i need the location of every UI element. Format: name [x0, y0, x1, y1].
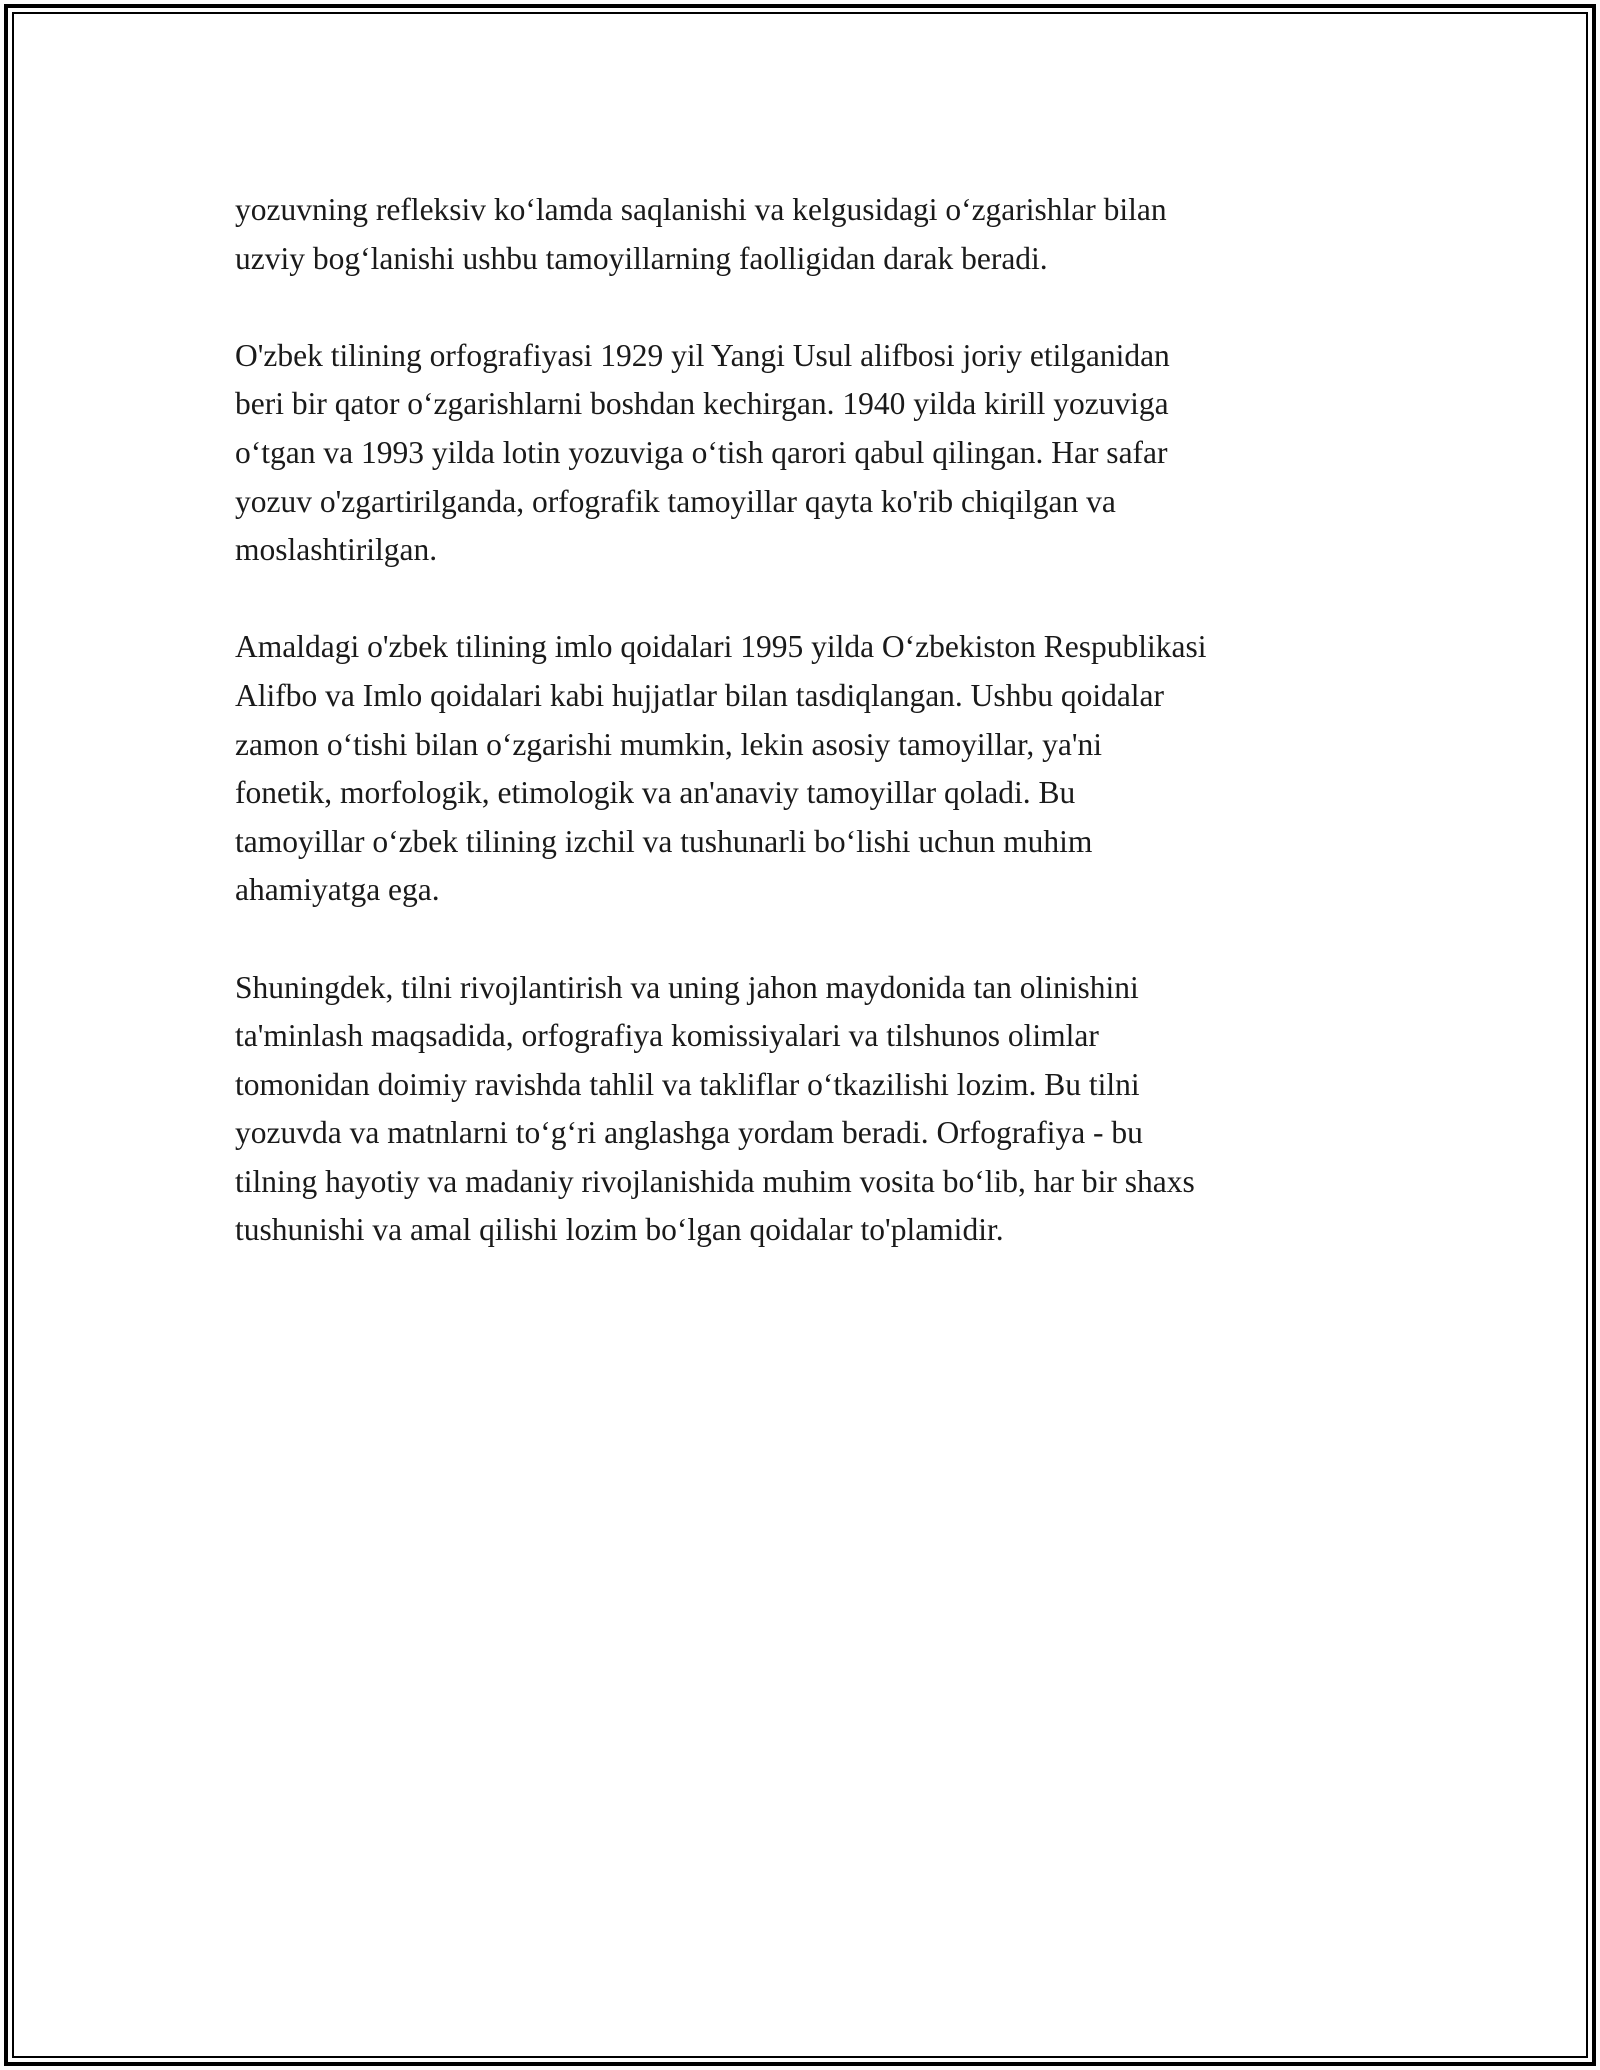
text-line: ta'minlash maqsadida, orfografiya komissiyalari va tilshunos olimlar — [235, 1018, 1099, 1054]
document-body — [235, 186, 1385, 1304]
text-line: zamon o‘tishi bilan o‘zgarishi mumkin, lekin asosiy tamoyillar, ya'ni — [235, 726, 1103, 762]
text-line: tushunishi va amal qilishi lozim bo‘lgan qoidalar to'plamidir. — [235, 1212, 1004, 1248]
text-line: yozuvda va matnlarni to‘g‘ri anglashga yordam beradi. Orfografiya - bu — [235, 1115, 1143, 1151]
paragraph-4 — [235, 964, 1385, 1256]
text-line: Shuningdek, tilni rivojlantirish va uning jahon maydonida tan olinishini — [235, 969, 1139, 1005]
text-line: moslashtirilgan. — [235, 532, 438, 568]
text-line: tomonidan doimiy ravishda tahlil va takliflar o‘tkazilishi lozim. Bu tilni — [235, 1066, 1140, 1102]
text-line: yozuvning refleksiv ko‘lamda saqlanishi va kelgusidagi o‘zgarishlar bilan — [235, 192, 1167, 227]
text-line: tilning hayotiy va madaniy rivojlanishida muhim vosita bo‘lib, har bir shaxs — [235, 1163, 1195, 1199]
text-line: Amaldagi o'zbek tilining imlo qoidalari 1995 yilda O‘zbekiston Respublikasi — [235, 629, 1207, 665]
text-line: uzviy bog‘lanishi ushbu tamoyillarning faolligidan darak beradi. — [235, 240, 1048, 276]
paragraph-1 — [235, 186, 1385, 283]
text-line: Alifbo va Imlo qoidalari kabi hujjatlar bilan tasdiqlangan. Ushbu qoidalar — [235, 677, 1165, 713]
text-line: beri bir qator o‘zgarishlarni boshdan kechirgan. 1940 yilda kirill yozuviga — [235, 386, 1169, 422]
paragraph-3 — [235, 623, 1385, 915]
text-line: fonetik, morfologik, etimologik va an'anaviy tamoyillar qoladi. Bu — [235, 775, 1076, 811]
text-line: tamoyillar o‘zbek tilining izchil va tushunarli bo‘lishi uchun muhim — [235, 823, 1093, 859]
text-line: O'zbek tilining orfografiyasi 1929 yil Yangi Usul alifbosi joriy etilganidan — [235, 337, 1170, 373]
paragraph-2 — [235, 332, 1385, 575]
text-line: ahamiyatga ega. — [235, 872, 440, 908]
text-line: yozuv o'zgartirilganda, orfografik tamoyillar qayta ko'rib chiqilgan va — [235, 483, 1116, 519]
text-line: o‘tgan va 1993 yilda lotin yozuviga o‘tish qarori qabul qilingan. Har safar — [235, 434, 1168, 470]
